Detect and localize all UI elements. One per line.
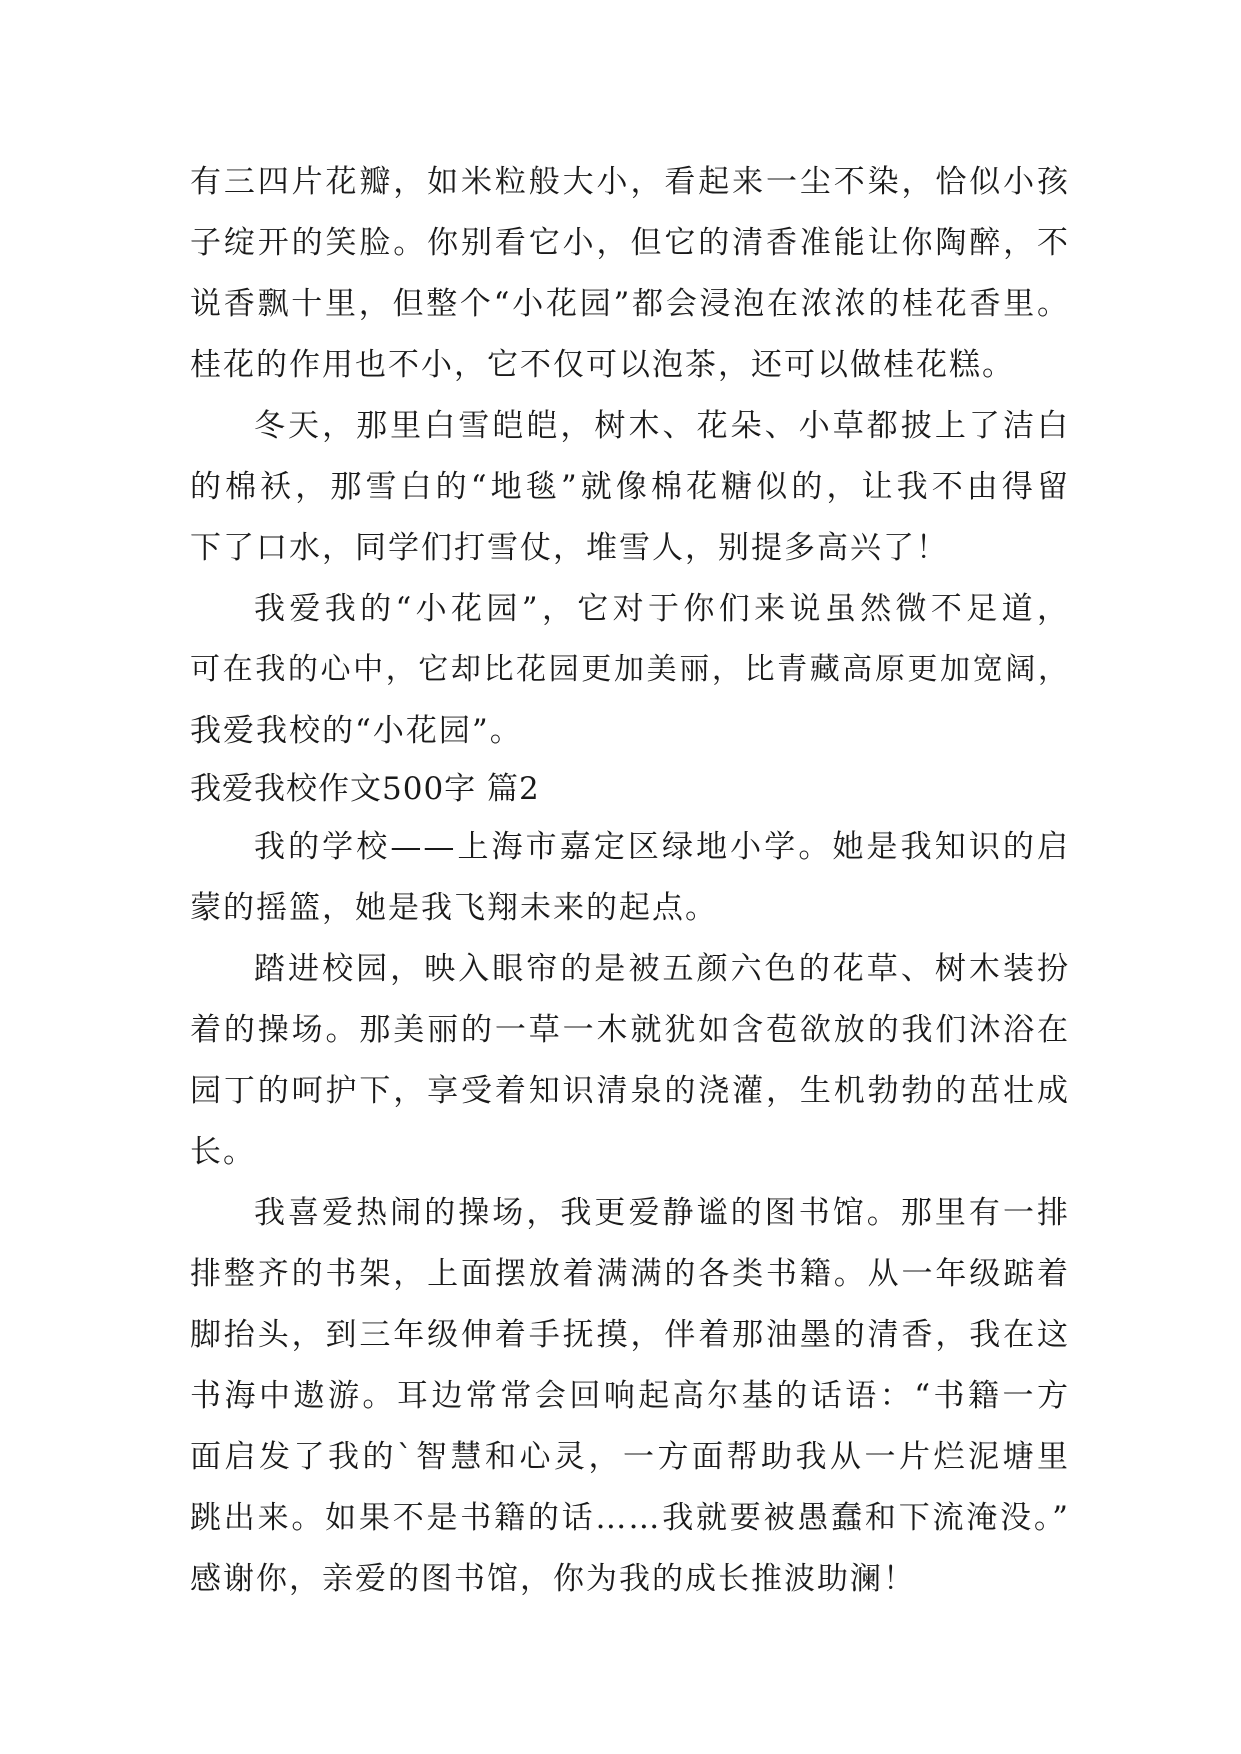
text-line: 脚抬头，到三年级伸着手抚摸，伴着那油墨的清香，我在这	[190, 1317, 1070, 1353]
paragraph-first-line: 我喜爱热闹的操场，我更爱静谧的图书馆。那里有一排	[254, 1195, 1070, 1231]
paragraph-first-line: 我爱我的“小花园”，它对于你们来说虽然微不足道，	[254, 591, 1070, 627]
text-line: 园丁的呵护下，享受着知识清泉的浇灌，生机勃勃的茁壮成	[190, 1073, 1070, 1109]
text-line: 我爱我校的“小花园”。	[190, 713, 523, 749]
section-heading: 我爱我校作文500字 篇2	[190, 771, 540, 807]
text-line: 书海中遨游。耳边常常会回响起高尔基的话语：“书籍一方	[190, 1378, 1070, 1414]
text-line: 可在我的心中，它却比花园更加美丽，比青藏高原更加宽阔，	[190, 652, 1070, 687]
paragraph-first-line: 我的学校——上海市嘉定区绿地小学。她是我知识的启	[254, 829, 1070, 865]
text-line: 面启发了我的`智慧和心灵，一方面帮助我从一片烂泥塘里	[190, 1439, 1070, 1475]
text-line: 下了口水，同学们打雪仗，堆雪人，别提多高兴了！	[190, 530, 949, 566]
text-line: 蒙的摇篮，她是我飞翔未来的起点。	[190, 890, 718, 926]
text-line: 跳出来。如果不是书籍的话……我就要被愚蠢和下流淹没。”	[190, 1500, 1070, 1536]
text-line: 说香飘十里，但整个“小花园”都会浸泡在浓浓的桂花香里。	[190, 286, 1070, 322]
paragraph-first-line: 冬天，那里白雪皑皑，树木、花朵、小草都披上了洁白	[254, 408, 1070, 444]
text-line: 的棉袄，那雪白的“地毯”就像棉花糖似的，让我不由得留	[190, 469, 1070, 505]
text-line: 桂花的作用也不小，它不仅可以泡茶，还可以做桂花糕。	[190, 347, 1015, 383]
text-line: 着的操场。那美丽的一草一木就犹如含苞欲放的我们沐浴在	[190, 1012, 1070, 1048]
paragraph-first-line: 踏进校园，映入眼帘的是被五颜六色的花草、树木装扮	[254, 951, 1070, 987]
text-line: 排整齐的书架，上面摆放着满满的各类书籍。从一年级踮着	[190, 1256, 1070, 1292]
text-line: 长。	[190, 1134, 256, 1170]
text-line: 子绽开的笑脸。你别看它小，但它的清香准能让你陶醉，不	[190, 225, 1070, 261]
text-line: 感谢你，亲爱的图书馆，你为我的成长推波助澜！	[190, 1561, 916, 1597]
text-line: 有三四片花瓣，如米粒般大小，看起来一尘不染，恰似小孩	[190, 164, 1070, 200]
